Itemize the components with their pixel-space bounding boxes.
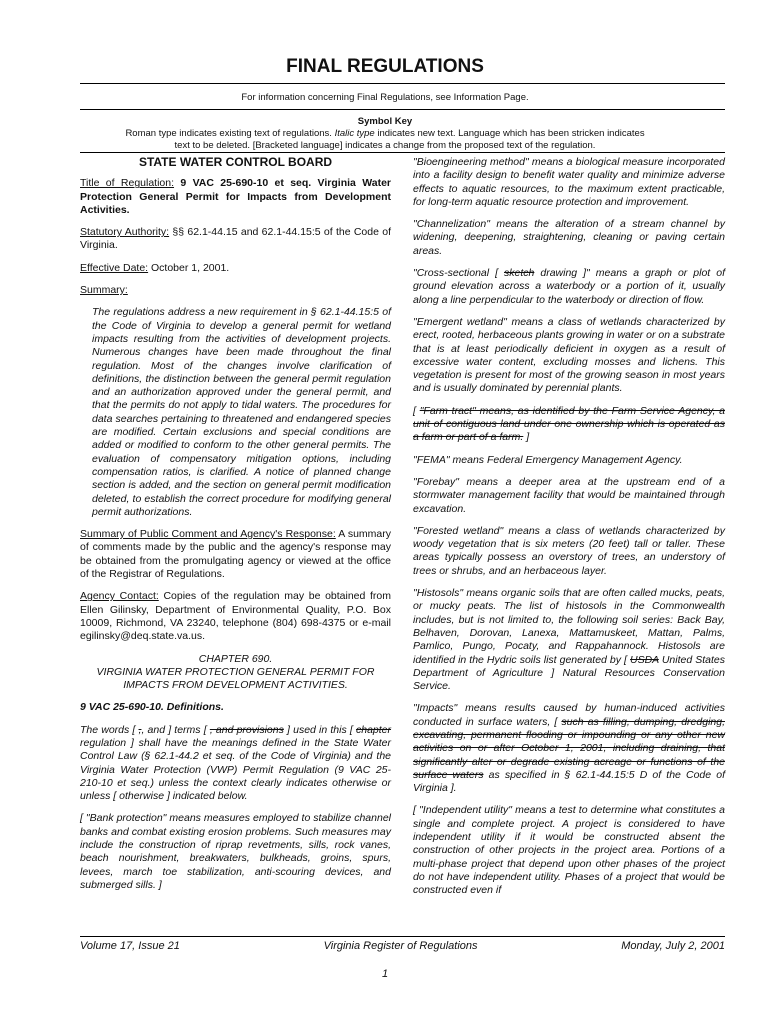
- footer-rule: [80, 936, 725, 937]
- summary-text: The regulations address a new requirement in § 62.1-44.15:5 of the Code of Virginia to develop a general permit for wetland impacts resulting from the activities of development projects. Numerous changes have been made throughout the final regulation. Most of the changes involve clarification of definitions, the distinction between the general permit regulation and an authorization approved under the general permit, and that the permits do not apply to tidal waters. The procedures for data searches pertaining to threatened and endangered species are modified. Certain exclusions and special conditions are added or modified to conform to the other general permits. The evaluation of compensatory mitigation options, including compensation ratios, is clarified. A notice of planned change section is added, and the section on general permit modification deleted, to establish the correct procedure for modifying general permit authorizations.: [92, 306, 391, 518]
- info-line: For information concerning Final Regulations, see Information Page.: [241, 92, 529, 103]
- symbol-key-line-1: Roman type indicates existing text of regulations. Italic type indicates new text. Language which has been stricken indicates: [125, 128, 645, 139]
- public-comment: Summary of Public Comment and Agency's Response: A summary of comments made by the public and the agency's response may be obtained from the promulgating agency or viewed at the office of the Registrar of Regulations.: [80, 528, 391, 581]
- definition-bank-protection: [ "Bank protection" means measures employed to stabilize channel banks and combat existing erosion problems. Such measures may include the construction of riprap revetments, sills, rock vanes, beach nourishment, breakwaters, bulkheads, groins, spurs, levees, march toe stabilization, anti-scouring devices, and submerged sills. ]: [80, 812, 391, 891]
- agency-contact: Agency Contact: Copies of the regulation may be obtained from Ellen Gilinsky, Department of Environmental Quality, P.O. Box 10009, Richmond, VA 23240, telephone (804) 698-4375 or e-mail egilinsky@deq.state.va.us.: [80, 590, 392, 643]
- agency-heading: STATE WATER CONTROL BOARD: [138, 155, 333, 169]
- footer: [80, 940, 725, 952]
- definition-channelization: "Channelization" means the alteration of a stream channel by widening, deepening, straightening, cleaning or paving certain areas.: [413, 218, 725, 257]
- chapter-number: CHAPTER 690.: [198, 652, 273, 665]
- definitions-intro: The words [ ,, and ] terms [ , and provisions ] used in this [ chapter regulation ] shall have the meanings defined in the State Water Control Law (§ 62.1-44.2 et seq. of the Code of Virginia) and the Virginia Water Protection (VWP) Permit Regulation (9 VAC 25-210-10 et seq.) unless the context clearly indicates otherwise or unless [ otherwise ] indicated below.: [80, 723, 392, 803]
- page-title: FINAL REGULATIONS: [286, 56, 484, 77]
- definition-independent-utility: [ "Independent utility" means a test to determine what constitutes a single and complete project. A project is considered to have independent utility if it would be constructed absent the construction of other projects in the project area. Portions of a multi-phase project that depend upon other phases of the project do not have independent utility. Phases of a project that would be constructed even if: [413, 804, 725, 897]
- definition-forested-wetland: "Forested wetland" means a class of wetlands characterized by woody vegetation that is six meters (20 feet) tall or taller. These areas typically possess an overstory of trees, an understory of trees or shrubs, and an herbaceous layer.: [413, 524, 725, 577]
- section-heading: 9 VAC 25-690-10. Definitions.: [80, 701, 224, 714]
- definition-forebay: "Forebay" means a deeper area at the upstream end of a stormwater management facility that would be maintained through excavation.: [413, 475, 725, 515]
- definition-impacts: "Impacts" means results caused by human-induced activities conducted in surface waters, [ such as filling, dumping, dredging, excavating, permanent flooding or impounding or any other new activities on or after October 1, 2001, including draining, that significantly alter or degrade existing acreage or functions of the surface waters as specified in § 62.1-44.15:5 D of the Code of Virginia ].: [413, 702, 725, 795]
- definition-cross-sectional: "Cross-sectional [ sketch drawing ]" means a graph or plot of ground elevation across a waterbody or a portion of it, usually along a line perpendicular to the waterbody or direction of flow.: [413, 267, 725, 306]
- definition-histosols: "Histosols" means organic soils that are often called mucks, peats, or mucky peats. The list of histosols in the Commonwealth includes, but is not limited to, the following soil series: Back Bay, Belhaven, Dorovan, Lanexa, Mattamuskeet, Mattan, Palms, Pamlico, Pungo, Pocaty, and Rappahannock. Histosols are identified in the Hydric soils list generated by [ USDA United States Department of Agriculture ] Natural Resources Conservation Service.: [413, 587, 726, 693]
- definition-farm-tract: [ "Farm tract" means, as identified by the Farm Service Agency, a unit of contiguous land under one ownership which is operated as a farm or part of a farm. ]: [413, 404, 725, 444]
- definition-emergent-wetland: "Emergent wetland" means a class of wetlands characterized by erect, rooted, herbaceous plants growing in water or on a substrate that is at least periodically deficient in oxygen as a result of excessive water content, excluding mosses and lichens. This vegetation is present for most of the growing season in most years and is usually dominated by perennial plants.: [413, 315, 725, 395]
- symbol-key-title: Symbol Key: [357, 116, 413, 127]
- page-number: 1: [381, 968, 389, 980]
- definition-bioengineering: "Bioengineering method" means a biological measure incorporated into a facility design to benefit water quality and minimize adverse effects to aquatic resources, to the maximum extent practicable, for long-term aquatic resource protection and improvement.: [413, 156, 725, 208]
- chapter-title: VIRGINIA WATER PROTECTION GENERAL PERMIT FOR IMPACTS FROM DEVELOPMENT ACTIVITIES.: [96, 665, 375, 692]
- title-rule: [80, 83, 725, 84]
- statutory-authority: Statutory Authority: §§ 62.1-44.15 and 62.1-44.15:5 of the Code of Virginia.: [80, 226, 392, 252]
- symbol-key-rule: [80, 152, 725, 153]
- definition-fema: "FEMA" means Federal Emergency Management Agency.: [413, 453, 683, 466]
- footer-volume: Volume 17, Issue 21: [80, 940, 180, 952]
- summary-label: Summary:: [80, 284, 128, 297]
- symbol-key: [0, 116, 770, 152]
- footer-date: Monday, July 2, 2001: [621, 940, 725, 952]
- effective-date: Effective Date: October 1, 2001.: [80, 261, 230, 274]
- left-column: [80, 156, 391, 901]
- title-of-regulation: Title of Regulation: 9 VAC 25-690-10 et seq. Virginia Water Protection General Permit for Impacts from Development Activities.: [80, 177, 392, 216]
- footer-publication: Virginia Register of Regulations: [323, 940, 478, 952]
- right-column: [413, 156, 725, 907]
- info-rule: [80, 109, 725, 110]
- symbol-key-line-2: text to be deleted. [Bracketed language] indicates a change from the proposed text of the regulation.: [174, 140, 596, 151]
